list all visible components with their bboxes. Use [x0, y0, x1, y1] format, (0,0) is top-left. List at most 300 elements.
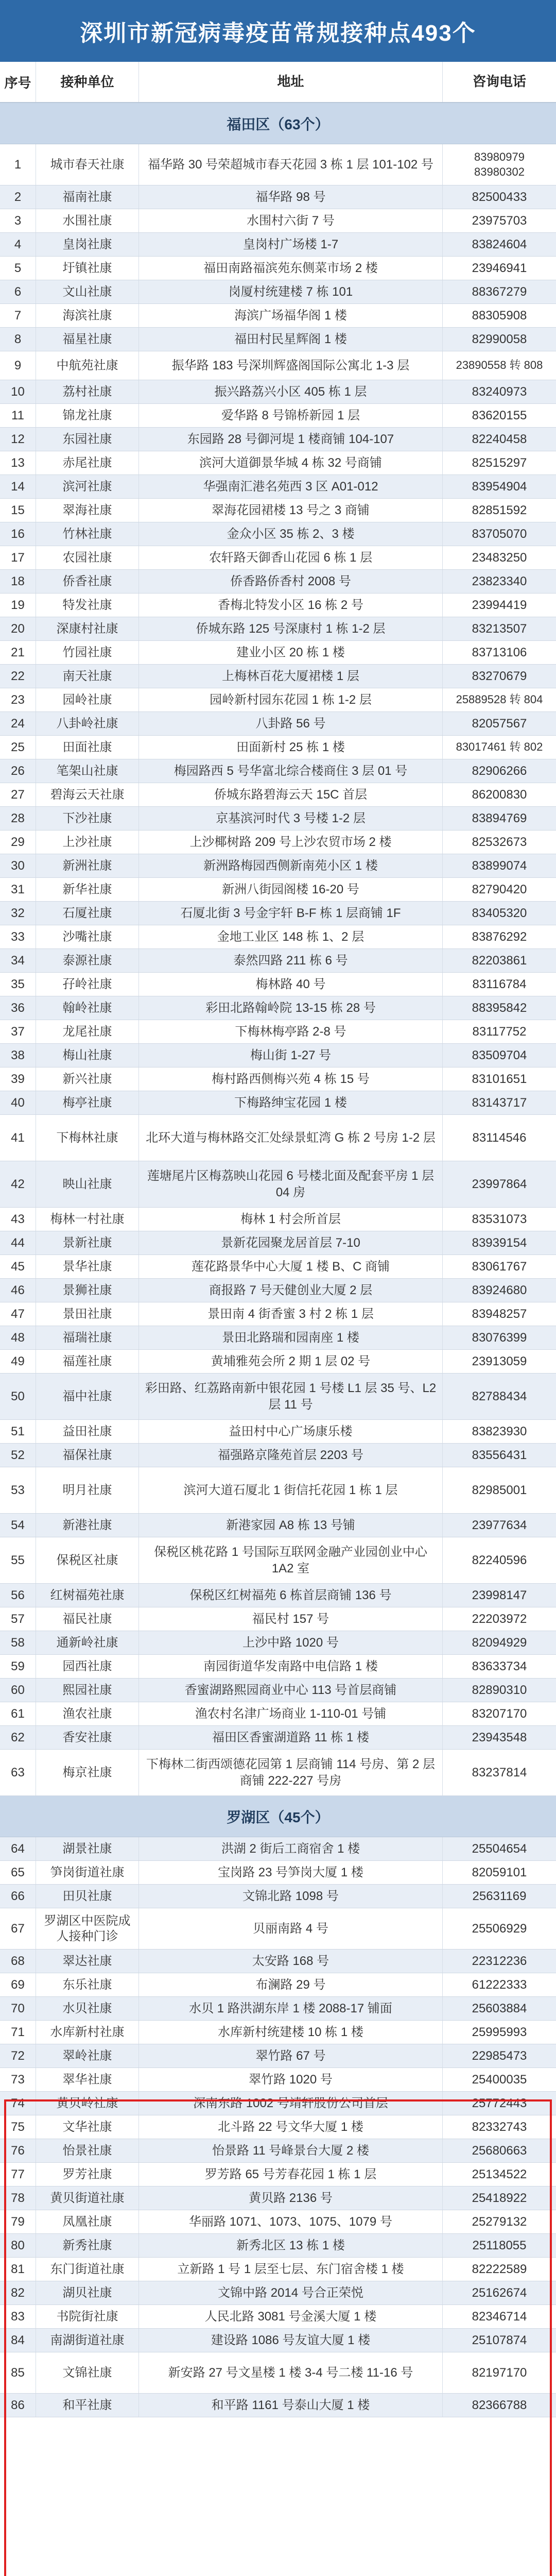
row-unit: 侨香社康 [36, 570, 139, 593]
row-phone: 83948257 [472, 1307, 527, 1321]
row-address: 华丽路 1071、1073、1075、1079 号 [139, 2210, 443, 2233]
header-num: 序号 [0, 62, 36, 102]
row-phone: 83924680 [472, 1283, 527, 1297]
row-unit: 福莲社康 [36, 1350, 139, 1373]
row-phone: 83876292 [472, 929, 527, 944]
row-phone: 82094929 [472, 1635, 527, 1650]
row-unit: 新洲社康 [36, 854, 139, 877]
row-phone: 25134522 [472, 2167, 527, 2181]
row-address: 福民村 157 号 [139, 1607, 443, 1631]
row-address: 香蜜湖路熙园商业中心 113 号首层商铺 [139, 1679, 443, 1702]
row-num: 62 [0, 1726, 36, 1749]
row-num: 24 [0, 712, 36, 735]
row-num: 50 [0, 1374, 36, 1419]
row-address: 和平路 1161 号泰山大厦 1 楼 [139, 2394, 443, 2417]
table-row [0, 1467, 556, 1514]
row-num: 34 [0, 949, 36, 972]
row-address: 福田南路福滨苑东侧菜市场 2 楼 [139, 257, 443, 280]
row-phone: 23977634 [472, 1518, 527, 1532]
row-unit: 湖贝社康 [36, 2281, 139, 2304]
table-row [0, 1326, 556, 1350]
row-phone: 83116784 [472, 977, 527, 991]
row-num: 28 [0, 807, 36, 830]
row-unit: 景田社康 [36, 1302, 139, 1326]
row-address: 香梅北特发小区 16 栋 2 号 [139, 594, 443, 617]
row-unit: 深康村社康 [36, 617, 139, 640]
header-phone: 咨询电话 [472, 74, 526, 90]
row-num: 46 [0, 1279, 36, 1302]
row-unit: 福星社康 [36, 328, 139, 351]
row-address: 金地工业区 148 栋 1、2 层 [139, 925, 443, 948]
row-num: 75 [0, 2115, 36, 2139]
page-title: 深圳市新冠病毒疫苗常规接种点493个 [0, 0, 556, 62]
row-num: 70 [0, 1997, 36, 2020]
row-address: 滨河大道石厦北 1 街信托花园 1 栋 1 层 [139, 1467, 443, 1513]
table-row [0, 499, 556, 522]
table-row [0, 2234, 556, 2258]
row-address: 文锦北路 1098 号 [139, 1885, 443, 1908]
row-address: 莲花路景华中心大厦 1 楼 B、C 商铺 [139, 1255, 443, 1278]
row-num: 8 [0, 328, 36, 351]
row-address: 梅园路西 5 号华富北综合楼商住 3 层 01 号 [139, 759, 443, 783]
row-unit: 园西社康 [36, 1655, 139, 1678]
row-phone: 23946941 [472, 261, 527, 275]
row-num: 13 [0, 451, 36, 474]
row-phone: 23943548 [472, 1730, 527, 1744]
row-address: 洪湖 2 街后工商宿舍 1 楼 [139, 1837, 443, 1860]
row-num: 74 [0, 2092, 36, 2115]
row-num: 9 [0, 351, 36, 380]
table-row [0, 351, 556, 380]
row-num: 58 [0, 1631, 36, 1654]
row-unit: 福瑞社康 [36, 1326, 139, 1349]
row-address: 益田村中心广场康乐楼 [139, 1420, 443, 1443]
row-unit: 笋岗街道社康 [36, 1861, 139, 1884]
row-num: 44 [0, 1231, 36, 1255]
row-address: 黄埔雅苑会所 2 期 1 层 02 号 [139, 1350, 443, 1373]
row-address: 深南东路 1002 号靖轩股份公司首层 [139, 2092, 443, 2115]
row-num: 80 [0, 2234, 36, 2257]
row-phone: 83899074 [472, 858, 527, 873]
table-row [0, 2115, 556, 2139]
row-unit: 明月社康 [36, 1467, 139, 1513]
row-phone: 83061767 [472, 1259, 527, 1274]
row-address: 福华路 30 号荣超城市春天花园 3 栋 1 层 101-102 号 [139, 144, 443, 185]
row-unit: 碧海云天社康 [36, 783, 139, 806]
table-row [0, 233, 556, 257]
row-num: 69 [0, 1973, 36, 1996]
row-phone: 88395842 [472, 1001, 527, 1015]
row-unit: 罗湖区中医院成人接种门诊 [36, 1908, 139, 1949]
row-address: 南园街道华发南路中电信路 1 楼 [139, 1655, 443, 1678]
row-unit: 水库新村社康 [36, 2021, 139, 2044]
row-unit: 映山社康 [36, 1161, 139, 1207]
row-address: 水库新村统建楼 10 栋 1 楼 [139, 2021, 443, 2044]
table-row [0, 1350, 556, 1374]
row-phone: 83076399 [472, 1330, 527, 1345]
row-num: 23 [0, 688, 36, 711]
row-phone: 83207170 [472, 1706, 527, 1721]
row-num: 59 [0, 1655, 36, 1678]
row-unit: 竹林社康 [36, 522, 139, 546]
row-phone: 82240458 [472, 432, 527, 446]
row-num: 18 [0, 570, 36, 593]
row-num: 81 [0, 2258, 36, 2281]
table-row [0, 475, 556, 499]
row-phone: 83556431 [472, 1448, 527, 1462]
row-unit: 梅山社康 [36, 1044, 139, 1067]
row-phone: 83713106 [472, 645, 527, 659]
row-phone: 83117752 [472, 1024, 527, 1039]
table-row [0, 759, 556, 783]
table-row [0, 1067, 556, 1091]
row-unit: 翠海社康 [36, 499, 139, 522]
row-num: 67 [0, 1908, 36, 1949]
row-num: 3 [0, 209, 36, 232]
row-address: 新洲八街园阁楼 16-20 号 [139, 878, 443, 901]
table-row [0, 1679, 556, 1702]
district-header: 罗湖区（45个） [0, 1796, 556, 1837]
row-address: 园岭新村园东花园 1 栋 1-2 层 [139, 688, 443, 711]
row-address: 彩田北路翰岭院 13-15 栋 28 号 [139, 996, 443, 1020]
row-address: 皇岗村广场楼 1-7 [139, 233, 443, 256]
table-row [0, 2068, 556, 2092]
row-unit: 福南社康 [36, 185, 139, 209]
row-num: 33 [0, 925, 36, 948]
row-num: 84 [0, 2329, 36, 2352]
table-row [0, 665, 556, 688]
row-num: 78 [0, 2187, 36, 2210]
row-address: 翠竹路 1020 号 [139, 2068, 443, 2091]
table-row [0, 1584, 556, 1607]
table-row [0, 1514, 556, 1537]
row-num: 82 [0, 2281, 36, 2304]
row-phone: 83270679 [472, 669, 527, 683]
row-unit: 荔村社康 [36, 380, 139, 403]
table-row [0, 594, 556, 617]
row-unit: 泰源社康 [36, 949, 139, 972]
row-address: 水围村六街 7 号 [139, 209, 443, 232]
row-phone: 23997864 [472, 1177, 527, 1191]
row-unit: 红树福苑社康 [36, 1584, 139, 1607]
row-address: 农轩路天御香山花园 6 栋 1 层 [139, 546, 443, 569]
table-row [0, 2329, 556, 2352]
row-phone: 82985001 [472, 1483, 527, 1497]
row-unit: 中航苑社康 [36, 351, 139, 380]
table-row [0, 1607, 556, 1631]
row-phone: 25162674 [472, 2285, 527, 2300]
row-phone: 83633734 [472, 1659, 527, 1673]
row-num: 29 [0, 831, 36, 854]
row-unit: 文锦社康 [36, 2352, 139, 2393]
row-unit: 和平社康 [36, 2394, 139, 2417]
row-address: 京基滨河时代 3 号楼 1-2 层 [139, 807, 443, 830]
row-num: 36 [0, 996, 36, 1020]
table-row [0, 1115, 556, 1161]
row-phone: 25506929 [472, 1921, 527, 1936]
table-row [0, 1161, 556, 1208]
row-phone: 83240973 [472, 384, 527, 399]
row-num: 14 [0, 475, 36, 498]
row-num: 79 [0, 2210, 36, 2233]
row-phone: 61222333 [472, 1977, 527, 1992]
row-num: 21 [0, 641, 36, 664]
table-row [0, 2187, 556, 2210]
table-row [0, 451, 556, 475]
row-unit: 孖岭社康 [36, 973, 139, 996]
row-unit: 下梅林社康 [36, 1115, 139, 1161]
row-address: 东园路 28 号御河堤 1 楼商铺 104-107 [139, 428, 443, 451]
row-unit: 上沙社康 [36, 831, 139, 854]
row-phone: 23823340 [472, 574, 527, 588]
table-row [0, 925, 556, 949]
table-row [0, 1020, 556, 1044]
row-phone: 83894769 [472, 811, 527, 825]
row-unit: 文山社康 [36, 280, 139, 303]
row-phone: 25603884 [472, 2001, 527, 2015]
table-row [0, 1537, 556, 1584]
table-row [0, 1973, 556, 1997]
row-num: 61 [0, 1702, 36, 1725]
row-address: 石厦北街 3 号金宇轩 B-F 栋 1 层商铺 1F [139, 902, 443, 925]
row-phone: 86200830 [472, 787, 527, 802]
row-address: 华强南汇港名苑西 3 区 A01-012 [139, 475, 443, 498]
row-phone: 25418922 [472, 2191, 527, 2205]
row-phone: 82197170 [472, 2365, 527, 2380]
row-address: 黄贝路 2136 号 [139, 2187, 443, 2210]
row-phone: 23483250 [472, 550, 527, 565]
row-address: 梅山街 1-27 号 [139, 1044, 443, 1067]
row-phone: 22203972 [472, 1612, 527, 1626]
row-num: 60 [0, 1679, 36, 1702]
row-num: 7 [0, 304, 36, 327]
table-row [0, 1255, 556, 1279]
row-phone: 88367279 [472, 284, 527, 299]
row-phone: 82851592 [472, 503, 527, 517]
row-phone: 83705070 [472, 527, 527, 541]
row-unit: 城市春天社康 [36, 144, 139, 185]
row-num: 47 [0, 1302, 36, 1326]
row-num: 40 [0, 1091, 36, 1114]
table-row [0, 257, 556, 280]
row-phone: 82990058 [472, 332, 527, 346]
row-phone: 83620155 [472, 408, 527, 422]
row-unit: 新秀社康 [36, 2234, 139, 2257]
row-address: 新秀北区 13 栋 1 楼 [139, 2234, 443, 2257]
row-address: 振华路 183 号深圳辉盛阁国际公寓北 1-3 层 [139, 351, 443, 380]
row-num: 25 [0, 736, 36, 759]
row-num: 51 [0, 1420, 36, 1443]
row-num: 86 [0, 2394, 36, 2417]
row-address: 立新路 1 号 1 层至七层、东门宿舍楼 1 楼 [139, 2258, 443, 2281]
row-address: 新港家园 A8 栋 13 号铺 [139, 1514, 443, 1537]
row-num: 42 [0, 1161, 36, 1207]
row-num: 48 [0, 1326, 36, 1349]
table-row [0, 2281, 556, 2305]
row-address: 上沙椰树路 209 号上沙农贸市场 2 楼 [139, 831, 443, 854]
row-num: 63 [0, 1750, 36, 1795]
row-unit: 景狮社康 [36, 1279, 139, 1302]
row-unit: 福中社康 [36, 1374, 139, 1419]
row-phone: 25772443 [472, 2096, 527, 2110]
table-row [0, 428, 556, 451]
row-num: 56 [0, 1584, 36, 1607]
row-num: 2 [0, 185, 36, 209]
row-num: 4 [0, 233, 36, 256]
row-unit: 水围社康 [36, 209, 139, 232]
row-num: 68 [0, 1950, 36, 1973]
table-row [0, 1444, 556, 1467]
row-num: 49 [0, 1350, 36, 1373]
table-row [0, 1302, 556, 1326]
row-unit: 翠达社康 [36, 1950, 139, 1973]
row-phone: 82790420 [472, 882, 527, 896]
row-num: 12 [0, 428, 36, 451]
row-address: 泰然四路 211 栋 6 号 [139, 949, 443, 972]
row-phone: 25995993 [472, 2025, 527, 2039]
table-row [0, 546, 556, 570]
row-num: 57 [0, 1607, 36, 1631]
table-row [0, 1208, 556, 1231]
row-address: 人民北路 3081 号金溪大厦 1 楼 [139, 2305, 443, 2328]
row-address: 福田区香蜜湖道路 11 栋 1 楼 [139, 1726, 443, 1749]
row-unit: 湖景社康 [36, 1837, 139, 1860]
row-address: 田面新村 25 栋 1 楼 [139, 736, 443, 759]
row-unit: 翰岭社康 [36, 996, 139, 1020]
table-row [0, 2021, 556, 2044]
row-address: 滨河大道御景华城 4 栋 32 号商铺 [139, 451, 443, 474]
row-unit: 新兴社康 [36, 1067, 139, 1091]
row-unit: 田贝社康 [36, 1885, 139, 1908]
row-address: 文锦中路 2014 号合正荣悦 [139, 2281, 443, 2304]
row-address: 福田村民星辉阁 1 楼 [139, 328, 443, 351]
row-address: 商报路 7 号天健创业大厦 2 层 [139, 1279, 443, 1302]
header-address: 地址 [139, 62, 443, 102]
row-phone: 25400035 [472, 2072, 527, 2087]
row-phone: 23975703 [472, 213, 527, 228]
row-unit: 凤凰社康 [36, 2210, 139, 2233]
row-num: 19 [0, 594, 36, 617]
row-unit: 梅林一村社康 [36, 1208, 139, 1231]
row-address: 侨香路侨香村 2008 号 [139, 570, 443, 593]
district-header: 福田区（63个） [0, 103, 556, 144]
row-unit: 新华社康 [36, 878, 139, 901]
table-row [0, 280, 556, 304]
row-phone: 82532673 [472, 835, 527, 849]
table-row [0, 641, 556, 665]
row-phone: 25279132 [472, 2214, 527, 2229]
row-address: 爱华路 8 号锦桥新园 1 层 [139, 404, 443, 427]
row-num: 53 [0, 1467, 36, 1513]
row-address: 新洲路梅园西侧新南苑小区 1 楼 [139, 854, 443, 877]
row-phone: 82906266 [472, 764, 527, 778]
row-address: 景田北路瑞和园南座 1 楼 [139, 1326, 443, 1349]
row-unit: 福保社康 [36, 1444, 139, 1467]
row-address: 金众小区 35 栋 2、3 楼 [139, 522, 443, 546]
row-num: 5 [0, 257, 36, 280]
row-unit: 园岭社康 [36, 688, 139, 711]
table-row [0, 2305, 556, 2329]
row-phone: 83017461 转 802 [456, 740, 543, 754]
row-phone: 25118055 [472, 2238, 527, 2252]
row-address: 渔农村名津广场商业 1-110-01 号铺 [139, 1702, 443, 1725]
table-row [0, 2092, 556, 2115]
table-row [0, 209, 556, 233]
row-num: 1 [0, 144, 36, 185]
row-address: 海滨广场福华阁 1 楼 [139, 304, 443, 327]
table-row [0, 1702, 556, 1726]
row-phone: 83824604 [472, 237, 527, 251]
row-unit: 东园社康 [36, 428, 139, 451]
table-row [0, 570, 556, 594]
row-address: 保税区桃花路 1 号国际互联网金融产业园创业中心 1A2 室 [139, 1537, 443, 1583]
row-phone: 22312236 [472, 1954, 527, 1968]
row-num: 32 [0, 902, 36, 925]
row-phone: 23994419 [472, 598, 527, 612]
table-row [0, 996, 556, 1020]
row-unit: 景华社康 [36, 1255, 139, 1278]
table-row [0, 2352, 556, 2394]
row-phone: 25504654 [472, 1841, 527, 1856]
row-address: 北斗路 22 号文华大厦 1 楼 [139, 2115, 443, 2139]
row-phone: 23890558 转 808 [456, 359, 543, 372]
table-row [0, 902, 556, 925]
row-address: 太安路 168 号 [139, 1950, 443, 1973]
row-num: 55 [0, 1537, 36, 1583]
row-phone: 82500433 [472, 190, 527, 204]
row-unit: 锦龙社康 [36, 404, 139, 427]
table-row [0, 522, 556, 546]
table-row [0, 2258, 556, 2281]
row-num: 35 [0, 973, 36, 996]
row-num: 30 [0, 854, 36, 877]
row-unit: 渔农社康 [36, 1702, 139, 1725]
row-address: 翠海花园裙楼 13 号之 3 商铺 [139, 499, 443, 522]
row-phone: 82346714 [472, 2309, 527, 2324]
table-row [0, 1750, 556, 1796]
row-num: 10 [0, 380, 36, 403]
row-address: 北环大道与梅林路交汇处绿景虹湾 G 栋 2 号房 1-2 层 [139, 1115, 443, 1161]
row-unit: 竹园社康 [36, 641, 139, 664]
table-header [0, 62, 556, 103]
row-phone: 83213507 [472, 621, 527, 636]
table-row [0, 1044, 556, 1067]
table-row [0, 973, 556, 996]
row-unit: 沙嘴社康 [36, 925, 139, 948]
row-phone: 82059101 [472, 1865, 527, 1879]
row-unit: 景新社康 [36, 1231, 139, 1255]
table-row [0, 144, 556, 185]
row-unit: 龙尾社康 [36, 1020, 139, 1043]
row-num: 38 [0, 1044, 36, 1067]
table-row [0, 380, 556, 404]
row-phone: 83980979 83980302 [474, 150, 525, 178]
table-row [0, 854, 556, 878]
row-phone: 82222589 [472, 2262, 527, 2276]
row-phone: 82890310 [472, 1683, 527, 1697]
row-unit: 香安社康 [36, 1726, 139, 1749]
row-address: 布澜路 29 号 [139, 1973, 443, 1996]
row-unit: 特发社康 [36, 594, 139, 617]
row-phone: 82240596 [472, 1553, 527, 1567]
row-phone: 83237814 [472, 1765, 527, 1780]
row-unit: 东门街道社康 [36, 2258, 139, 2281]
row-num: 77 [0, 2163, 36, 2186]
row-unit: 梅亭社康 [36, 1091, 139, 1114]
row-unit: 益田社康 [36, 1420, 139, 1443]
row-address: 翠竹路 67 号 [139, 2044, 443, 2067]
row-phone: 83509704 [472, 1048, 527, 1062]
